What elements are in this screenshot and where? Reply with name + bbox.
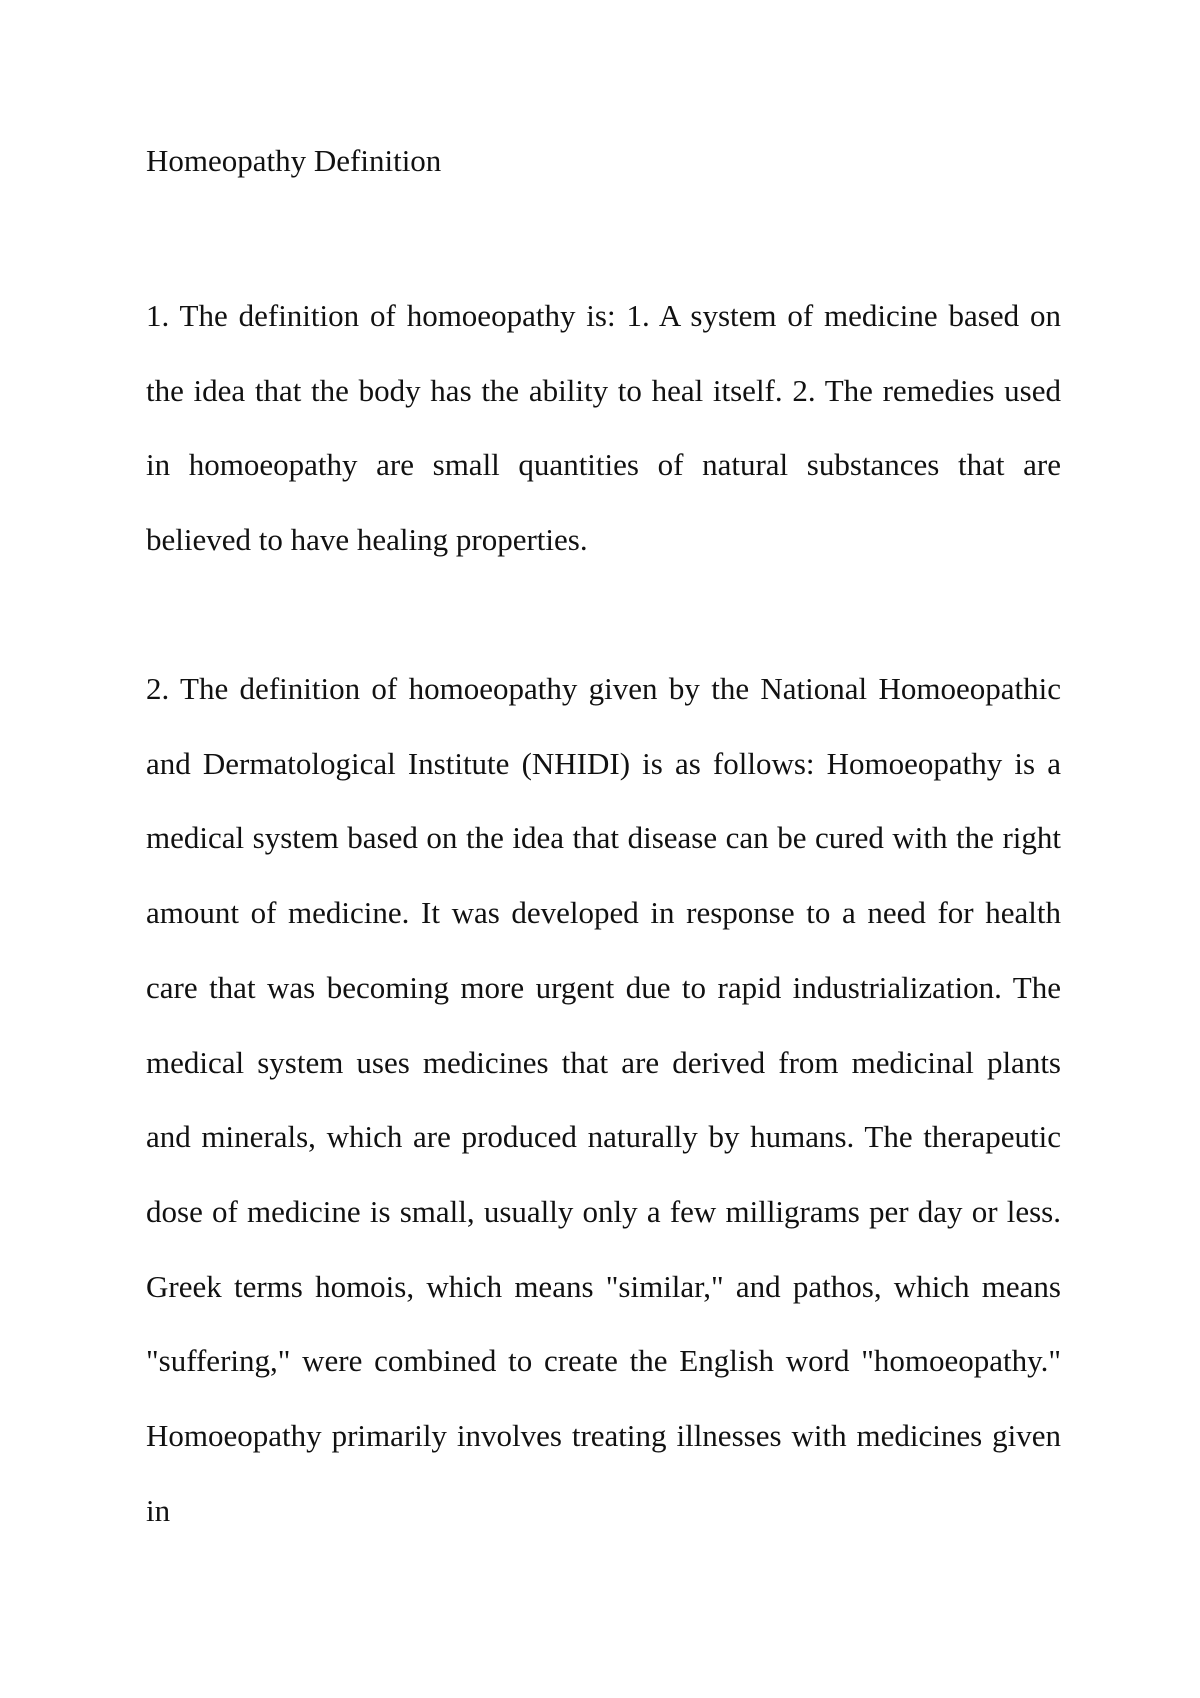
paragraph-1: 1. The definition of homoeopathy is: 1. A system of medicine based on the idea that the body has the ability to heal itself. 2. The remedies used in homoeopathy are small quantities of natural substances that are believed to have healing properties. [146, 298, 1061, 558]
document-title: Homeopathy Definition [146, 143, 442, 178]
paragraph-2: 2. The definition of homoeopathy given by the National Homoeopathic and Dermatological Institute (NHIDI) is as follows: Homoeopathy is a medical system based on the idea that disease can be cured with the right amount of medicine. It was developed in response to a need for health care that was becoming more urgent due to rapid industrialization. The medical system uses medicines that are derived from medicinal plants and minerals, which are produced naturally by humans. The therapeutic dose of medicine is small, usually only a few milligrams per day or less. Greek terms homois, which means "similar," and pathos, which means "suffering," were combined to create the English word "homoeopathy." Homoeopathy primarily involves treating illnesses with medicines given in [146, 671, 1061, 1528]
